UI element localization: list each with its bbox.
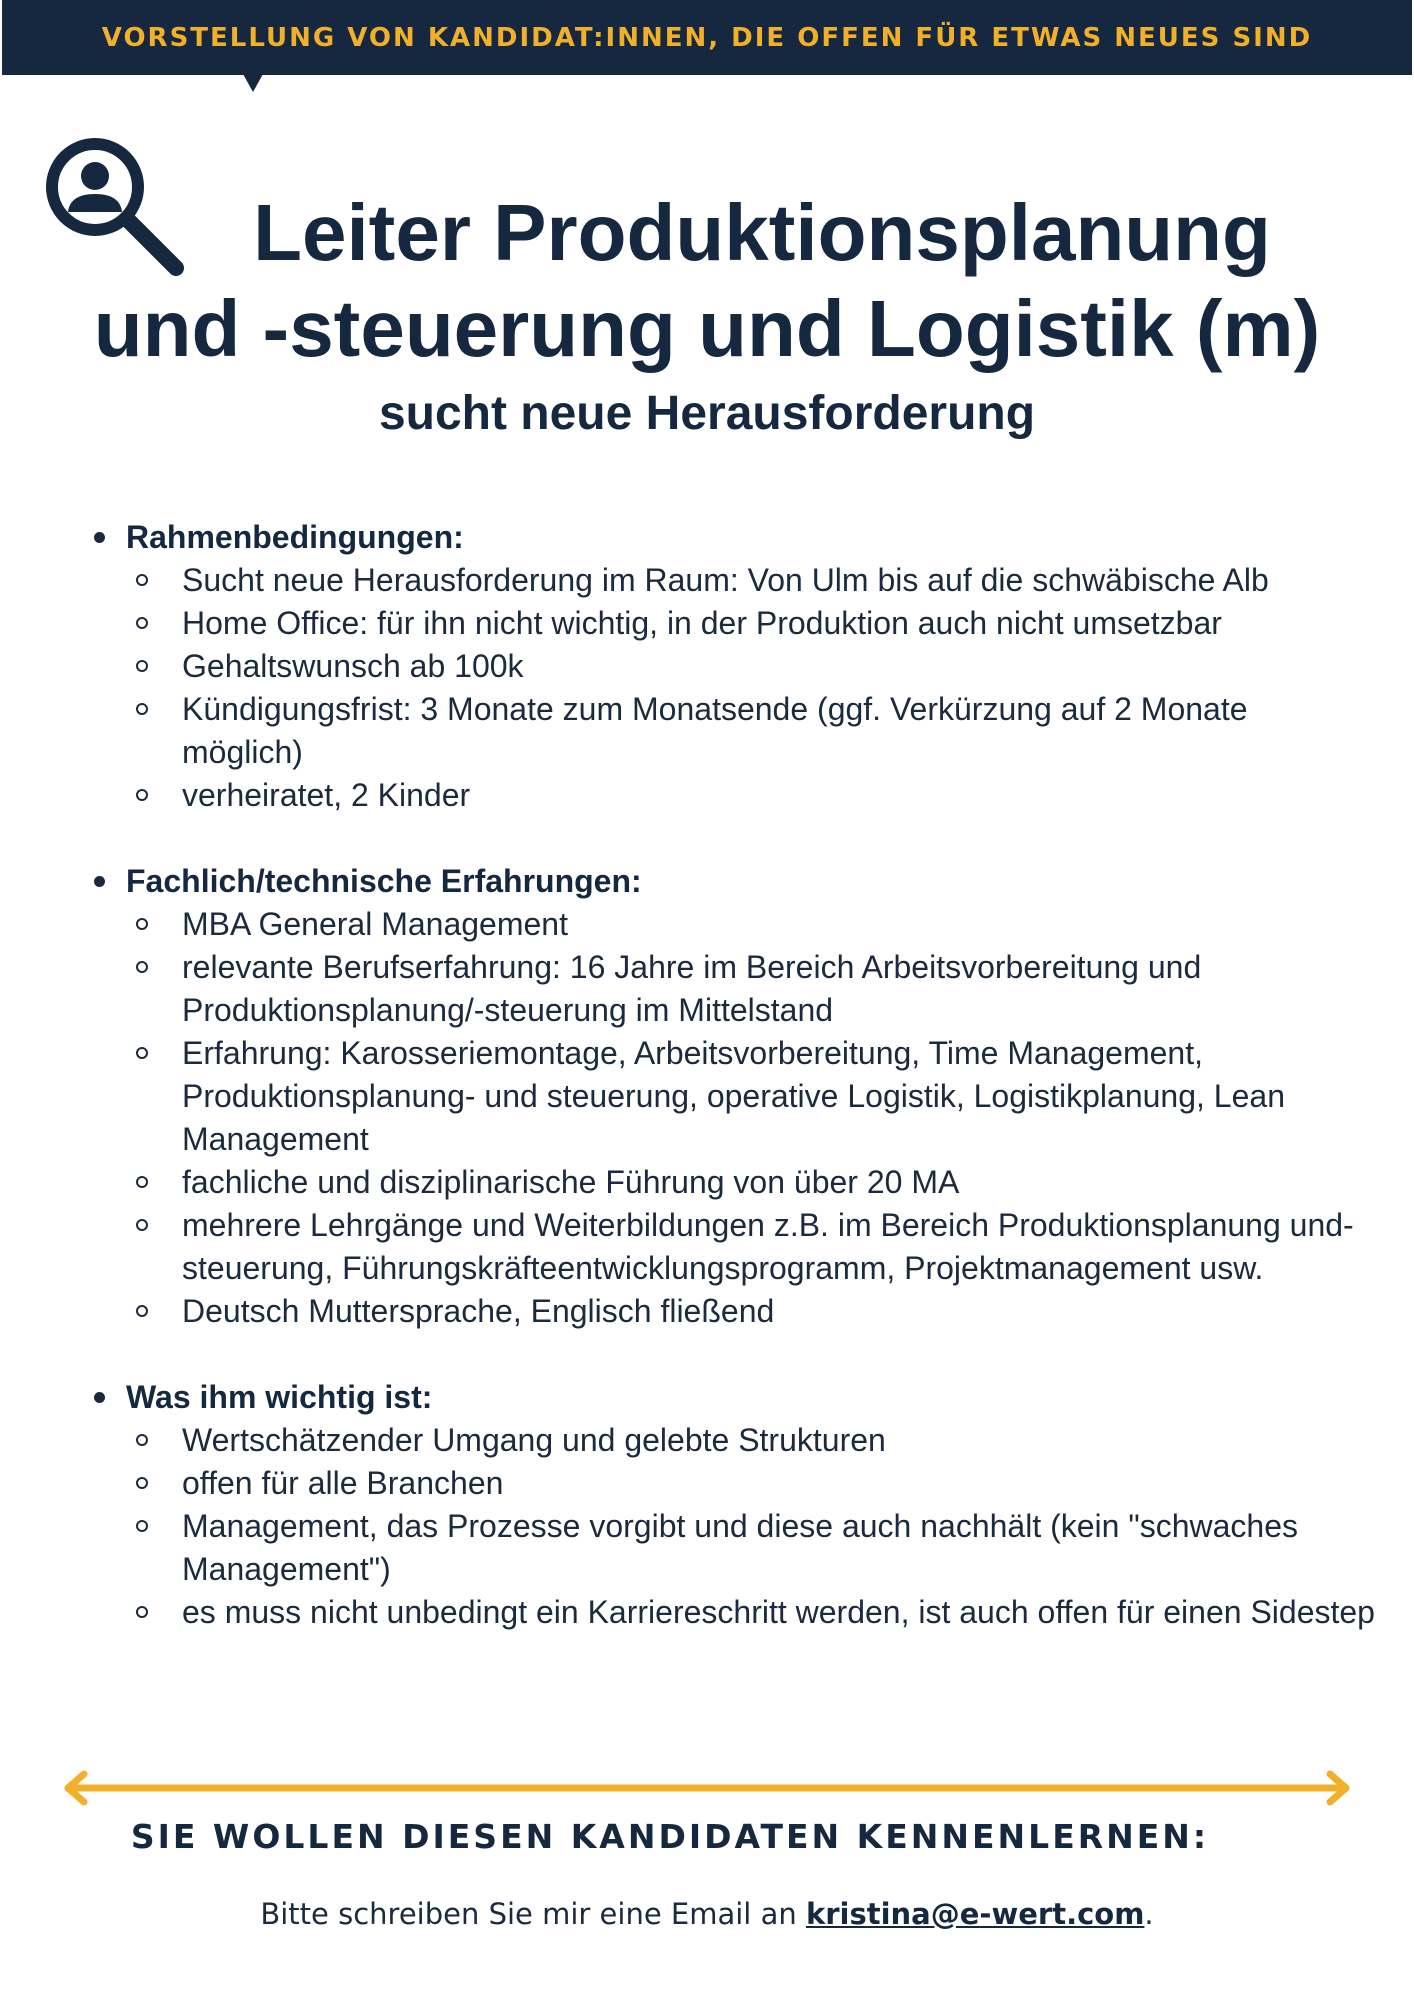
list-item: Sucht neue Herausforderung im Raum: Von Ulm bis auf die schwäbische Alb bbox=[126, 559, 1376, 602]
list-item: Home Office: für ihn nicht wichtig, in der Produktion auch nicht umsetzbar bbox=[126, 602, 1376, 645]
section-list bbox=[126, 1419, 1376, 1634]
cta-heading: SIE WOLLEN DIESEN KANDIDATEN KENNENLERNEN: bbox=[130, 1817, 1210, 1856]
list-item: Gehaltswunsch ab 100k bbox=[126, 645, 1376, 688]
list-item: mehrere Lehrgänge und Weiterbildungen z.B. im Bereich Produktionsplanung und-steuerung, Führungskräfteentwicklungsprogramm, Projektmanagement usw. bbox=[126, 1204, 1376, 1290]
list-item: Wertschätzender Umgang und gelebte Strukturen bbox=[126, 1419, 1376, 1462]
section-was-ihm-wichtig-ist bbox=[86, 1376, 1376, 1634]
section-fachlich-technische-erfahrungen bbox=[86, 860, 1376, 1333]
title-line-2: und -steuerung und Logistik (m) bbox=[93, 284, 1321, 373]
section-list bbox=[126, 903, 1376, 1333]
list-item: verheiratet, 2 Kinder bbox=[126, 774, 1376, 817]
section-list bbox=[126, 559, 1376, 817]
cta-text-after: . bbox=[1144, 1897, 1154, 1931]
section-title: Rahmenbedingungen: bbox=[126, 519, 464, 555]
cta-text-before: Bitte schreiben Sie mir eine Email an bbox=[260, 1897, 806, 1931]
cta-text bbox=[40, 1897, 1374, 1931]
section-bullet bbox=[94, 532, 105, 543]
top-banner bbox=[2, 0, 1412, 75]
section-rahmenbedingungen bbox=[86, 516, 1376, 817]
candidate-details bbox=[86, 516, 1376, 1677]
page-title bbox=[40, 185, 1374, 377]
list-item: Deutsch Muttersprache, Englisch fließend bbox=[126, 1290, 1376, 1333]
email-link[interactable]: kristina@e-wert.com bbox=[805, 1897, 1145, 1931]
section-title: Fachlich/technische Erfahrungen: bbox=[126, 863, 642, 899]
list-item: offen für alle Branchen bbox=[126, 1462, 1376, 1505]
list-item: Kündigungsfrist: 3 Monate zum Monatsende (ggf. Verkürzung auf 2 Monate möglich) bbox=[126, 688, 1376, 774]
page-subtitle: sucht neue Herausforderung bbox=[378, 387, 1036, 440]
double-arrow-icon bbox=[62, 1768, 1352, 1808]
list-item: es muss nicht unbedingt ein Karriereschritt werden, ist auch offen für einen Sidestep bbox=[126, 1591, 1376, 1634]
list-item: fachliche und disziplinarische Führung von über 20 MA bbox=[126, 1161, 1376, 1204]
banner-text: VORSTELLUNG VON KANDIDAT:INNEN, DIE OFFEN FÜR ETWAS NEUES SIND bbox=[101, 22, 1313, 53]
section-bullet bbox=[94, 1392, 105, 1403]
section-title: Was ihm wichtig ist: bbox=[126, 1379, 433, 1415]
section-bullet bbox=[94, 876, 105, 887]
list-item: MBA General Management bbox=[126, 903, 1376, 946]
list-item: relevante Berufserfahrung: 16 Jahre im Bereich Arbeitsvorbereitung und Produktionsplanung/-steuerung im Mittelstand bbox=[126, 946, 1376, 1032]
list-item: Management, das Prozesse vorgibt und diese auch nachhält (kein "schwaches Management") bbox=[126, 1505, 1376, 1591]
title-line-1: Leiter Produktionsplanung bbox=[253, 188, 1271, 277]
banner-pointer bbox=[243, 74, 263, 92]
list-item: Erfahrung: Karosseriemontage, Arbeitsvorbereitung, Time Management, Produktionsplanung- und steuerung, operative Logistik, Logistikplanung, Lean Management bbox=[126, 1032, 1376, 1161]
